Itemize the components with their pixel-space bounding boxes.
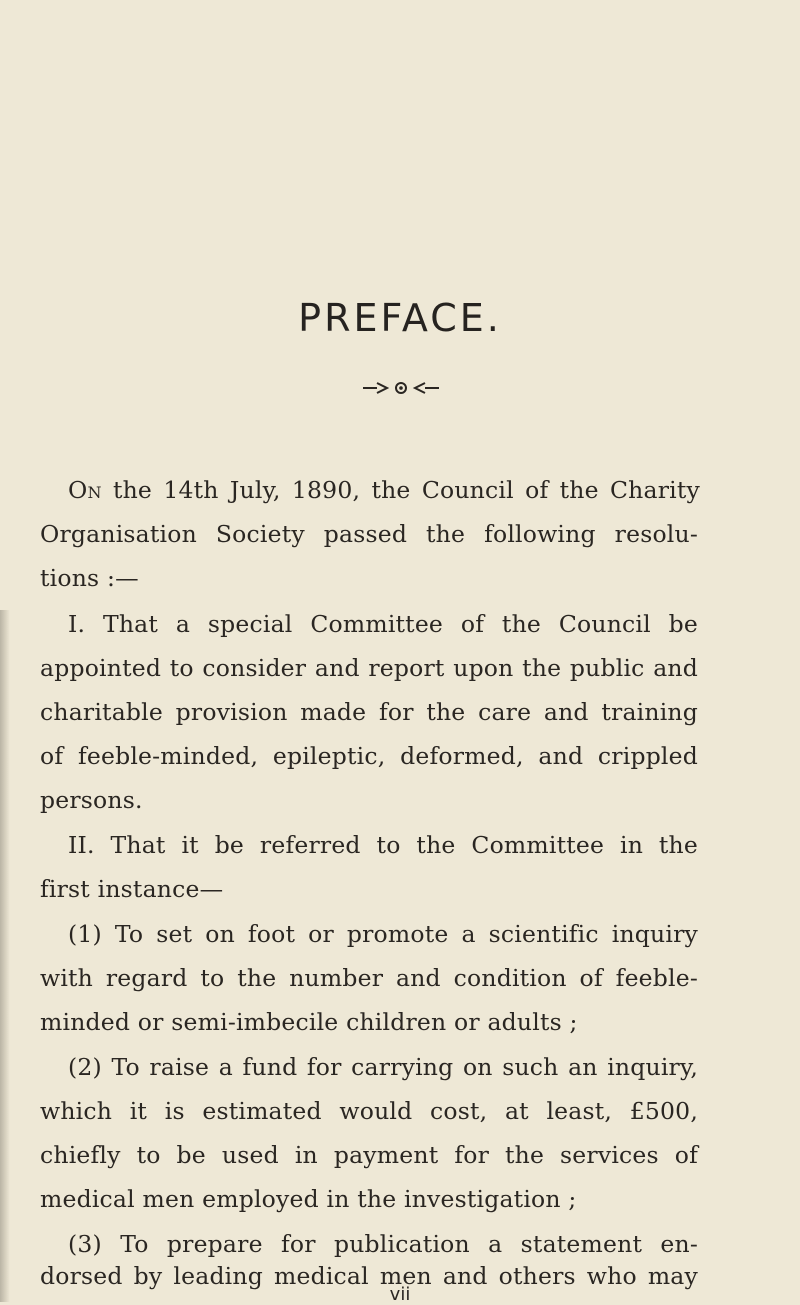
page-edge-shadow: [0, 610, 10, 1302]
text-line: II. That it be referred to the Committee in the: [68, 831, 698, 859]
text-line: medical men employed in the investigation ;: [40, 1185, 577, 1213]
ornament-icon: [363, 380, 439, 396]
text-line: [68, 476, 700, 504]
text-line: appointed to consider and report upon the public and: [40, 654, 698, 682]
page-number: vii: [389, 1284, 411, 1305]
text-line: first instance—: [40, 875, 224, 903]
text-line: which it is estimated would cost, at least, £500,: [40, 1097, 698, 1125]
text-line: with regard to the number and condition of feeble-: [40, 964, 698, 992]
text-line: Organisation Society passed the following resolu-: [40, 520, 698, 548]
text-line-rest: the 14th July, 1890, the Council of the Charity: [101, 476, 700, 504]
text-line: (1) To set on foot or promote a scientific inquiry: [68, 920, 698, 948]
text-line: dorsed by leading medical men and others who may: [40, 1262, 698, 1290]
text-line: of feeble-minded, epileptic, deformed, and crippled: [40, 742, 698, 770]
text-line: (2) To raise a fund for carrying on such an inquiry,: [68, 1053, 698, 1081]
text-line: chiefly to be used in payment for the services of: [40, 1141, 698, 1169]
text-line: I. That a special Committee of the Council be: [68, 610, 698, 638]
page-title: PREFACE.: [298, 296, 502, 340]
text-line: (3) To prepare for publication a statement en-: [68, 1230, 698, 1258]
text-line: minded or semi-imbecile children or adults ;: [40, 1008, 578, 1036]
text-line: tions :—: [40, 564, 139, 592]
text-line: charitable provision made for the care and training: [40, 698, 698, 726]
drop-word: On: [68, 476, 102, 504]
text-line: persons.: [40, 786, 143, 814]
